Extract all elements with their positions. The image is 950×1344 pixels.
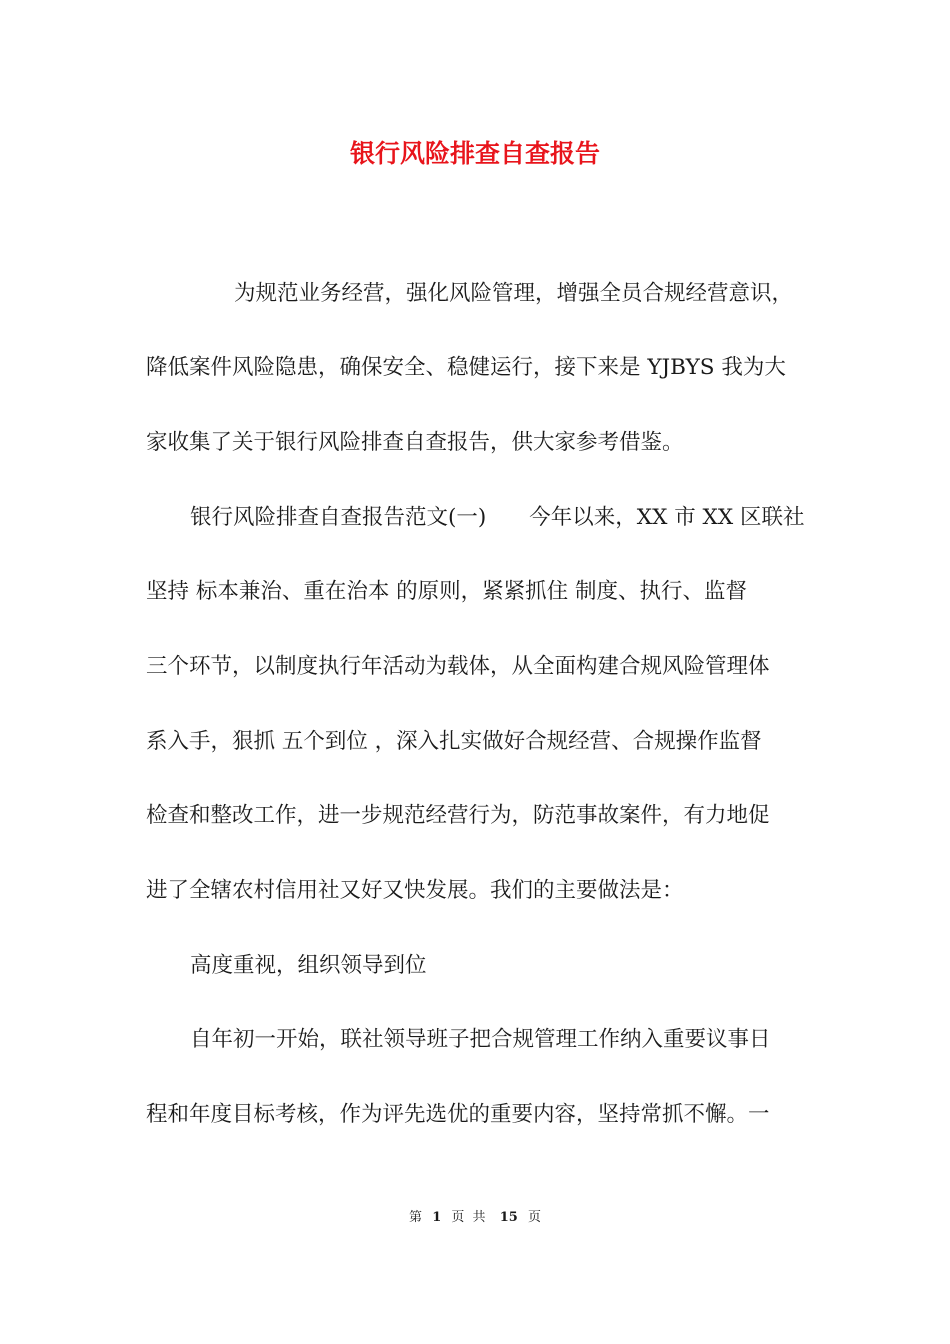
footer-current-page: 1 — [432, 1210, 442, 1225]
footer-page-prefix: 第 — [409, 1210, 423, 1225]
body-line-6: 三个环节，以制度执行年活动为载体，从全面构建合规风险管理体 — [146, 654, 770, 679]
body-line-11: 自年初一开始，联社领导班子把合规管理工作纳入重要议事日 — [190, 1027, 771, 1052]
page-footer — [0, 1208, 950, 1228]
footer-page-word: 页 — [451, 1210, 465, 1225]
body-line-7: 系入手，狠抓 五个到位 ，深入扎实做好合规经营、合规操作监督 — [146, 729, 762, 754]
body-line-1: 为规范业务经营，强化风险管理，增强全员合规经营意识， — [234, 281, 794, 306]
body-line-12: 程和年度目标考核，作为评先选优的重要内容，坚持常抓不懈。一 — [146, 1102, 770, 1127]
body-line-8: 检查和整改工作，进一步规范经营行为，防范事故案件，有力地促 — [146, 803, 770, 828]
body-line-9: 进了全辖农村信用社又好又快发展。我们的主要做法是： — [146, 878, 684, 903]
body-line-4: 银行风险排查自查报告范文(一) 今年以来，XX 市 XX 区联社 — [190, 505, 805, 530]
body-line-3: 家收集了关于银行风险排查自查报告，供大家参考借鉴。 — [146, 430, 684, 455]
footer-total-pages: 15 — [499, 1210, 518, 1225]
document-title: 银行风险排查自查报告 — [349, 139, 600, 168]
footer-total-prefix: 共 — [472, 1210, 486, 1225]
body-line-2: 降低案件风险隐患，确保安全、稳健运行，接下来是 YJBYS 我为大 — [146, 355, 786, 380]
footer-total-suffix: 页 — [527, 1210, 541, 1225]
body-line-5: 坚持 标本兼治、重在治本 的原则，紧紧抓住 制度、执行、监督 — [146, 579, 748, 604]
section-heading: 高度重视，组织领导到位 — [190, 953, 427, 978]
